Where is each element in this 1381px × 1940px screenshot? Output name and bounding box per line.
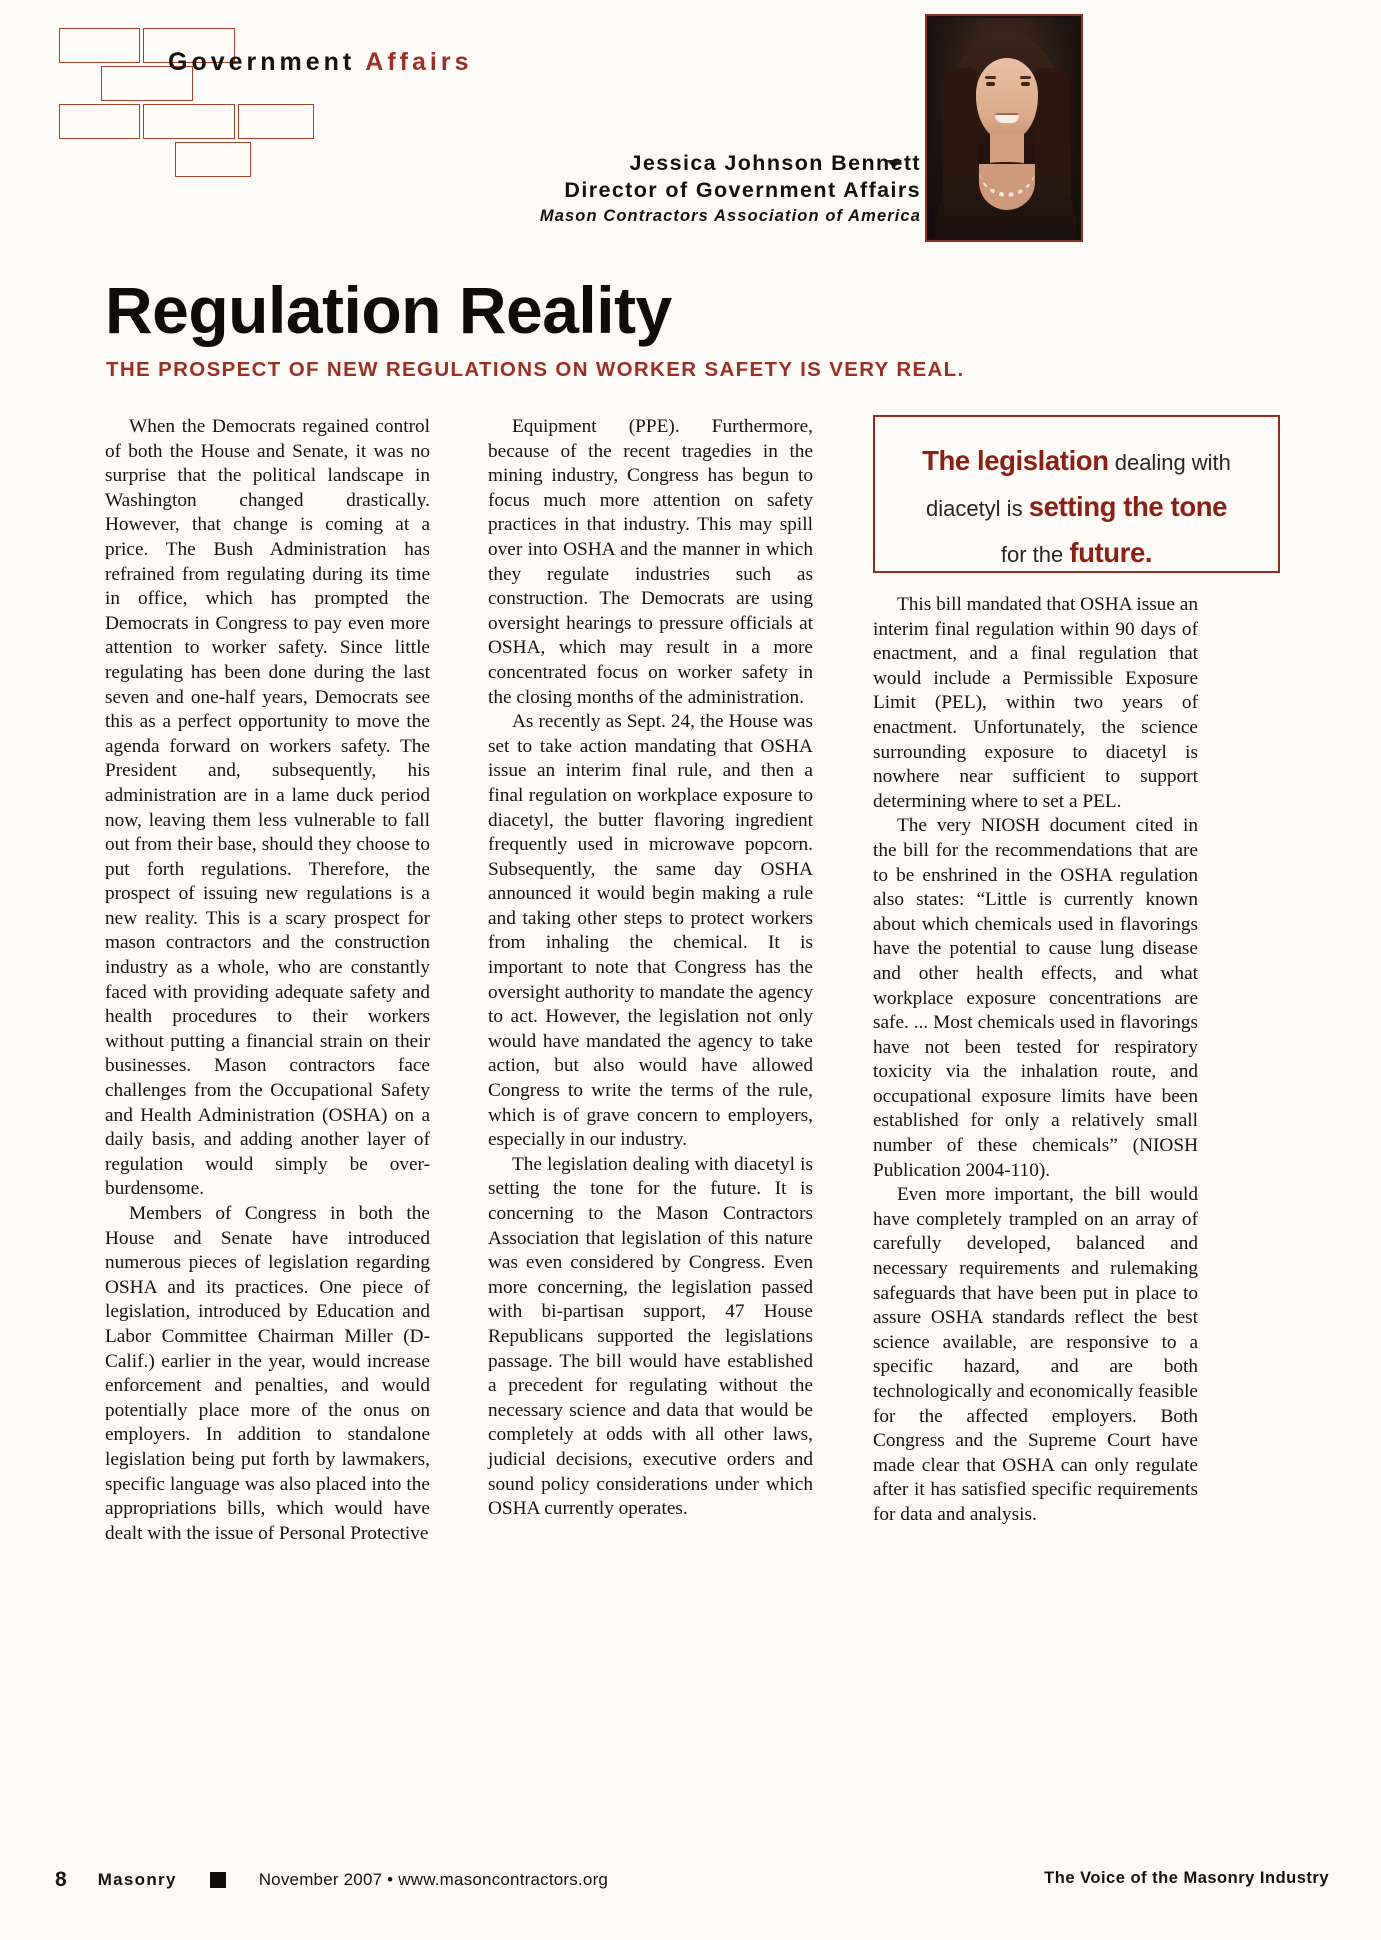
page-number: 8 [55,1868,67,1891]
pull-quote-emphasis-1: The legislation [922,445,1109,476]
page-footer [0,1868,1381,1898]
paragraph: The very NIOSH document cited in the bill for the recommendations that are to be enshrined in the OSHA regulation also states: “Little is currently known about which chemicals used in flavorings have the potential to cause lung disease and other health effects, and what workplace exposure concentrations are safe. ... Most chemicals used in flavorings have not been tested for respiratory toxicity via the inhalation route, and occupational exposure limits have been established for only a relatively small number of these chemicals” (NIOSH Publication 2004-110). [873,815,1198,1181]
section-kicker [168,48,472,77]
masthead [0,0,1381,255]
paragraph: Even more important, the bill would have completely trampled on an array of carefully developed, balanced and necessary requirements and rulemaking safeguards that have been put in place to assure OSHA standards reflect the best science available, are responsive to a specific hazard, and are both technologically and economically feasible for the affected employers. Both Congress and the Supreme Court have made clear that OSHA can only regulate after it has satisfied specific requirements for data and analysis. [873,1184,1198,1525]
byline-name: Jessica Johnson Bennett [629,151,921,175]
footer-tagline: The Voice of the Masonry Industry [1044,1869,1329,1887]
body-column-3 [873,415,1198,1528]
article-subhead: THE PROSPECT OF NEW REGULATIONS ON WORKER SAFETY IS VERY REAL. [106,358,965,381]
footer-left [55,1868,608,1892]
pull-quote-emphasis-2: setting the tone [1028,491,1228,522]
paragraph: When the Democrats regained control of both the House and Senate, it was no surprise that the political landscape in Washington changed drastically. However, that change is coming at a price. The Bush Administration has refrained from regulating during its time in office, which has prompted the Democrats in Congress to pay even more attention to worker safety. Since little regulating has been done during the last seven and one-half years, Democrats see this as a perfect opportunity to move the agenda forward on workers safety. The President and, subsequently, his administration are in a lame duck period now, leaving them less vulnerable to fall out from their base, should they choose to put forth regulations. Therefore, the prospect of issuing new regulations is a new reality. This is a scary prospect for mason contractors and the construction industry as a whole, who are constantly faced with providing adequate safety and health procedures to their workers without putting a financial strain on their businesses. Mason contractors face challenges from the Occupational Safety and Health Administration (OSHA) on a daily basis, and adding another layer of regulation would simply be over-burdensome. [105,416,430,1200]
byline-title: Director of Government Affairs [564,178,921,202]
byline-organization: Mason Contractors Association of America [539,207,921,225]
paragraph: Equipment (PPE). Furthermore, because of the recent tragedies in the mining industry, Congress has begun to focus much more attention on safety practices in that industry. This may spill over into OSHA and the manner in which they regulate industries such as construction. The Democrats are using oversight hearings to pressure officials at OSHA, which may result in a more concentrated focus on worker safety in the closing months of the administration. [488,416,813,708]
paragraph: As recently as Sept. 24, the House was set to take action mandating that OSHA issue an interim final rule, and then a final regulation on workplace exposure to diacetyl, the butter flavoring ingredient frequently used in microwave popcorn. Subsequently, the same day OSHA announced it would begin making a rule and taking other steps to protect workers from inhaling the chemical. It is important to note that Congress has the oversight authority to mandate the agency to act. However, the legislation not only would have mandated the agency to take action, but also would have allowed Congress to write the terms of the rule, which is of grave concern to employers, especially in our industry. [488,711,813,1151]
article-body [105,415,1280,1815]
body-column-1 [105,415,430,1546]
magazine-name: Masonry [97,1870,177,1889]
issue-date-and-url: November 2007 • www.masoncontractors.org [258,1870,609,1889]
square-bullet-icon [210,1872,226,1888]
paragraph: The legislation dealing with diacetyl is setting the tone for the future. It is concerning to the Mason Contractors Association that legislation of this nature was even considered by Congress. Even more concerning, the legislation passed with bi-partisan support, 47 House Republicans supported the legislations passage. The bill would have established a precedent for regulating without the necessary science and data that would be completely at odds with all other laws, judicial decisions, executive orders and sound policy considerations under which OSHA currently operates. [488,1153,813,1520]
byline [540,150,921,229]
pull-quote-text-3: for the [1000,542,1070,567]
brick-wall-icon [55,22,355,137]
pull-quote-text-1: dealing with [1108,450,1231,475]
pull-quote-text-2: diacetyl is [925,496,1029,521]
body-column-2 [488,415,813,1522]
kicker-primary: Government [168,48,356,76]
kicker-accent: Affairs [365,48,473,76]
paragraph: This bill mandated that OSHA issue an interim final regulation within 90 days of enactment, and a final regulation that would include a Permissible Exposure Limit (PEL), within two years of enactment. Unfortunately, the science surrounding exposure to diacetyl is nowhere near sufficient to support determining where to set a PEL. [873,594,1198,812]
pull-quote-emphasis-3: future. [1069,537,1153,568]
article-headline: Regulation Reality [105,273,672,347]
paragraph: Members of Congress in both the House and Senate have introduced numerous pieces of legislation regarding OSHA and its practices. One piece of legislation, introduced by Education and Labor Committee Chairman Miller (D-Calif.) earlier in the year, would increase enforcement and penalties, and would potentially place more of the onus on employers. In addition to standalone legislation being put forth by lawmakers, specific language was also placed into the appropriations bills, which would have dealt with the issue of Personal Protective [105,1203,430,1544]
author-portrait [925,14,1083,242]
